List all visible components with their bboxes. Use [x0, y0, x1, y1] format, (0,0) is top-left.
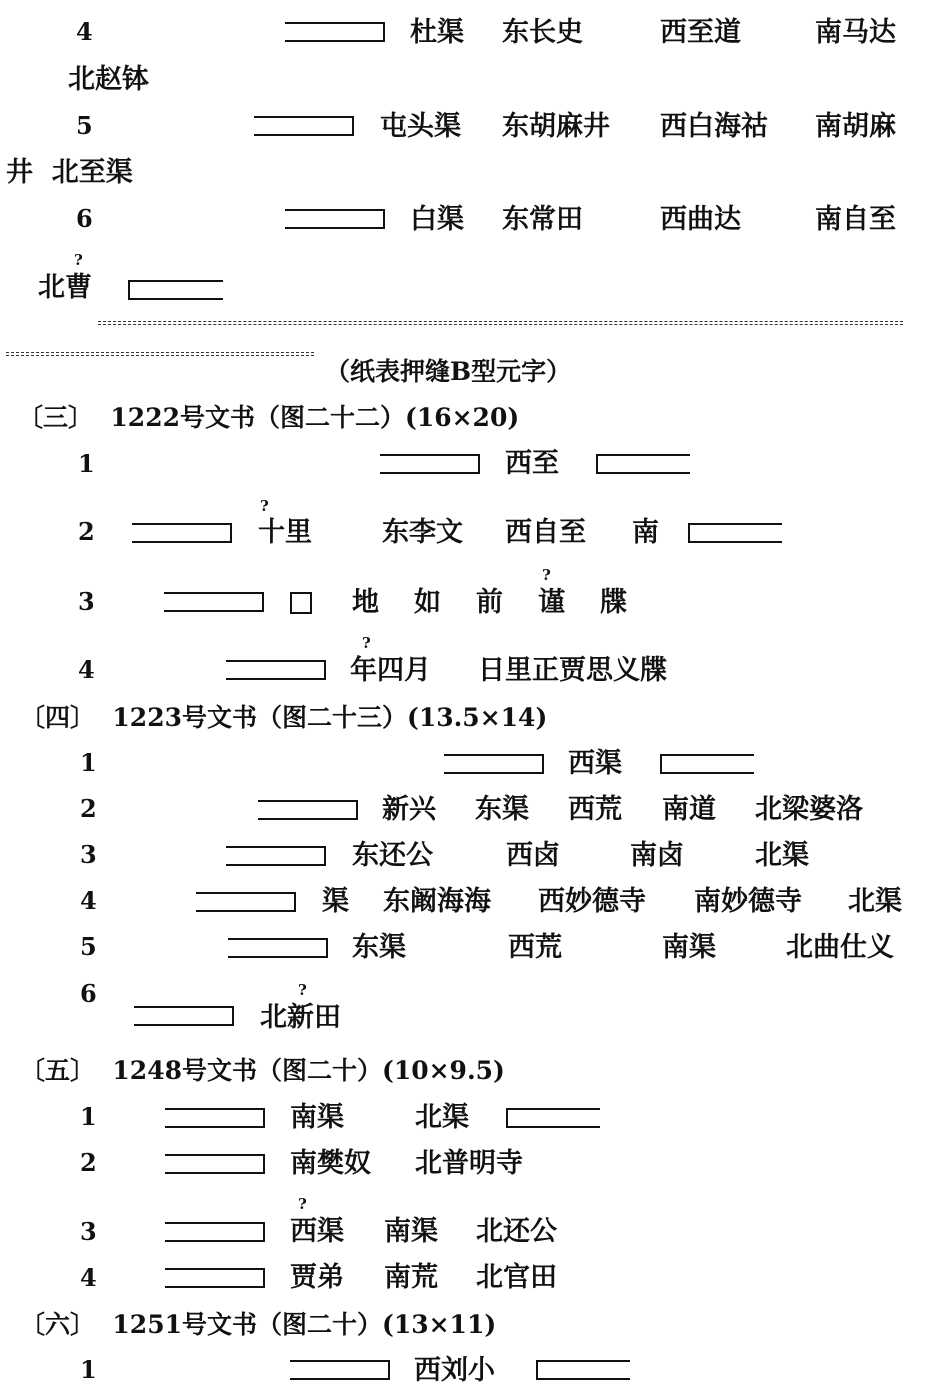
line-number: 1 [80, 1102, 97, 1131]
text-segment: 南荒 [384, 1262, 438, 1293]
text-segment: 杜渠 [410, 17, 464, 48]
text-segment: 屯头渠 [380, 111, 461, 142]
text-segment: 北渠 [415, 1102, 469, 1133]
text-segment: 东阚海海 [383, 886, 491, 917]
seam-line [98, 321, 903, 325]
missing-character-box [290, 592, 312, 614]
line-number: 1 [80, 748, 97, 777]
text-segment: 北赵钵 [68, 64, 149, 95]
lacuna-mark [196, 892, 296, 912]
text-segment: 西至 [505, 448, 559, 479]
document-header: 〔六〕 1251号文书（图二十）(13×11) [20, 1310, 497, 1339]
text-segment: 南渠 [662, 932, 716, 963]
lacuna-mark [165, 1222, 265, 1242]
lacuna-mark [128, 280, 223, 300]
line-number: 6 [76, 204, 93, 233]
lacuna-mark [444, 754, 544, 774]
line-number: 5 [76, 111, 93, 140]
text-segment: 西刘小 [414, 1355, 495, 1386]
text-segment: 北官田 [476, 1262, 557, 1293]
lacuna-mark [134, 1006, 234, 1026]
text-segment: 西荒 [508, 932, 562, 963]
uncertain-mark: ? [298, 981, 307, 999]
line-number: 4 [80, 1263, 97, 1292]
text-segment: 白渠 [410, 204, 464, 235]
lacuna-mark [290, 1360, 390, 1380]
text-segment: 南马达 [815, 17, 896, 48]
text-segment: 如 [414, 587, 441, 618]
text-segment: 南自至 [815, 204, 896, 235]
text-segment: 谨 [538, 587, 565, 618]
text-segment: 南妙德寺 [694, 886, 802, 917]
text-segment: 渠 [322, 886, 349, 917]
text-segment: 地 [352, 587, 379, 618]
text-segment: 东渠 [352, 932, 406, 963]
text-segment: 新兴 [382, 794, 436, 825]
lacuna-mark [285, 22, 385, 42]
lacuna-mark [226, 660, 326, 680]
line-number: 4 [78, 655, 95, 684]
text-segment: 北新田 [260, 1002, 341, 1033]
text-segment: 日里正贾思义牒 [478, 655, 667, 686]
text-segment: 南道 [662, 794, 716, 825]
text-segment: 南渠 [290, 1102, 344, 1133]
lacuna-mark [660, 754, 754, 774]
text-segment: 东渠 [475, 794, 529, 825]
line-number: 4 [80, 886, 97, 915]
text-segment: 西自至 [505, 517, 586, 548]
text-segment: 北还公 [476, 1216, 557, 1247]
text-segment: 西荒 [568, 794, 622, 825]
lacuna-mark [380, 454, 480, 474]
uncertain-mark: ? [74, 251, 83, 269]
line-number: 2 [78, 517, 95, 546]
text-segment: 北曹 [38, 272, 92, 303]
seam-line [6, 352, 314, 356]
lacuna-mark [226, 846, 326, 866]
uncertain-mark: ? [298, 1195, 307, 1213]
line-number: 3 [78, 587, 95, 616]
lacuna-mark [254, 116, 354, 136]
document-header: 〔三〕 1222号文书（图二十二）(16×20) [18, 403, 520, 432]
text-segment: 东长史 [502, 17, 583, 48]
text-segment: 北曲仕义 [786, 932, 894, 963]
text-segment: 南胡麻 [815, 111, 896, 142]
text-segment: 前 [476, 587, 503, 618]
text-segment: 北梁婆洛 [755, 794, 863, 825]
line-number: 3 [80, 840, 97, 869]
lacuna-mark [228, 938, 328, 958]
lacuna-mark [688, 523, 782, 543]
seal-note: （纸表押缝B型元字） [325, 357, 572, 386]
text-segment: 西卤 [506, 840, 560, 871]
line-number: 1 [78, 449, 95, 478]
lacuna-mark [165, 1154, 265, 1174]
text-segment: 东李文 [382, 517, 463, 548]
lacuna-mark [132, 523, 232, 543]
line-number: 2 [80, 794, 97, 823]
document-header: 〔五〕 1248号文书（图二十）(10×9.5) [20, 1056, 505, 1085]
lacuna-mark [596, 454, 690, 474]
uncertain-mark: ? [260, 497, 269, 515]
lacuna-mark [506, 1108, 600, 1128]
line-number: 5 [80, 932, 97, 961]
text-segment: 西曲达 [660, 204, 741, 235]
line-number: 3 [80, 1217, 97, 1246]
text-segment: 东胡麻井 [502, 111, 610, 142]
text-segment: 西渠 [568, 748, 622, 779]
text-segment: 南 [632, 517, 659, 548]
uncertain-mark: ? [362, 634, 371, 652]
lacuna-mark [285, 209, 385, 229]
lacuna-mark [165, 1268, 265, 1288]
text-segment: 西白海祜 [660, 111, 768, 142]
text-segment: 南渠 [384, 1216, 438, 1247]
text-segment: 牒 [600, 587, 627, 618]
lacuna-mark [536, 1360, 630, 1380]
text-segment: 贾弟 [290, 1262, 344, 1293]
line-number: 1 [80, 1355, 97, 1384]
text-segment: 西渠 [290, 1216, 344, 1247]
text-segment: 东常田 [502, 204, 583, 235]
text-segment: 南樊奴 [290, 1148, 371, 1179]
text-segment: 西妙德寺 [538, 886, 646, 917]
lacuna-mark [164, 592, 264, 612]
line-number: 4 [76, 17, 93, 46]
text-segment: 南卤 [630, 840, 684, 871]
line-number: 6 [80, 979, 97, 1008]
line-number: 2 [80, 1148, 97, 1177]
text-segment: 北渠 [755, 840, 809, 871]
uncertain-mark: ? [542, 566, 551, 584]
text-segment: 西至道 [660, 17, 741, 48]
text-segment: 井 北至渠 [6, 157, 133, 188]
text-segment: 年四月 [350, 655, 431, 686]
text-segment: 北普明寺 [415, 1148, 523, 1179]
text-segment: 东还公 [352, 840, 433, 871]
lacuna-mark [165, 1108, 265, 1128]
lacuna-mark [258, 800, 358, 820]
text-segment: 北渠 [848, 886, 902, 917]
text-segment: 十里 [258, 517, 312, 548]
document-header: 〔四〕 1223号文书（图二十三）(13.5×14) [20, 703, 548, 732]
